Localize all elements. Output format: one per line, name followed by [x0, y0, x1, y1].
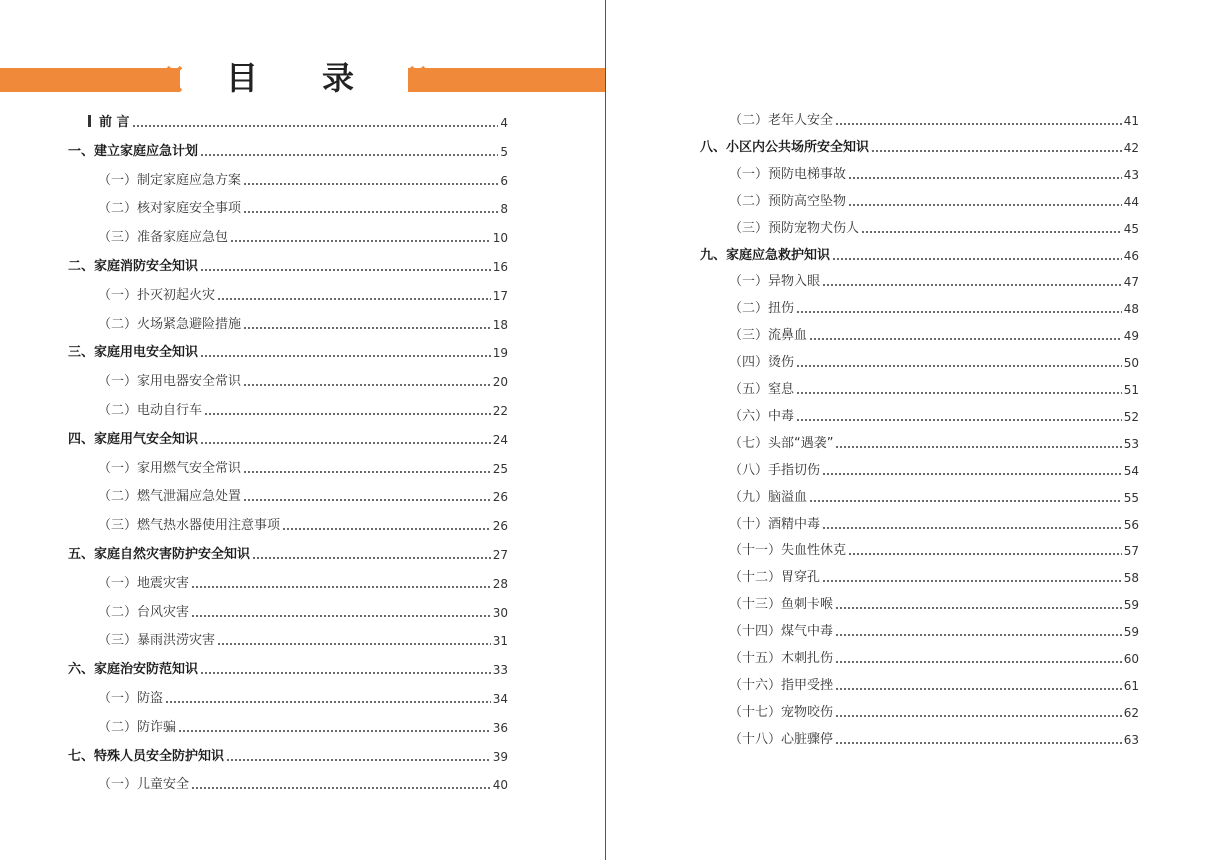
toc-entry-label — [729, 704, 833, 722]
toc-entry-label — [729, 327, 807, 345]
toc-section-entry[interactable] — [729, 514, 1139, 534]
toc-entry-text: （十三）鱼刺卡喉 — [729, 597, 834, 613]
toc-entry-text: （一）儿童安全 — [98, 777, 190, 793]
toc-dot-leader — [848, 177, 1122, 179]
toc-page-number: 6 — [500, 173, 508, 188]
toc-entry-label — [68, 748, 224, 766]
toc-entry-text: （六）中毒 — [729, 408, 795, 424]
toc-dot-leader — [165, 701, 491, 703]
toc-entry-label — [98, 172, 241, 190]
toc-section-entry[interactable] — [729, 675, 1139, 695]
toc-dot-leader — [835, 661, 1122, 663]
toc-entry-text: （十六）指甲受挫 — [729, 677, 834, 693]
toc-section-entry[interactable] — [729, 433, 1139, 453]
toc-entry-label — [98, 632, 215, 650]
toc-entry-label — [729, 166, 846, 184]
toc-section-entry[interactable] — [729, 110, 1139, 130]
toc-page-number: 56 — [1123, 517, 1139, 532]
toc-page-number: 59 — [1123, 625, 1139, 640]
toc-page-number: 60 — [1123, 652, 1139, 666]
toc-page-number: 39 — [492, 749, 508, 764]
toc-page-number: 43 — [1123, 167, 1139, 182]
toc-entry-label — [98, 200, 241, 218]
toc-entry-label — [88, 114, 130, 132]
toc-page-number: 24 — [492, 432, 508, 447]
toc-entry-label — [98, 229, 228, 247]
toc-entry-text: （一）家用电器安全常识 — [98, 374, 242, 390]
toc-entry-text: 三、家庭用电安全知识 — [68, 345, 199, 361]
toc-chapter-entry[interactable] — [68, 141, 508, 161]
toc-section-entry[interactable] — [98, 630, 508, 650]
toc-entry-label — [729, 516, 820, 534]
toc-dot-leader — [132, 125, 499, 127]
toc-page-number: 50 — [1123, 356, 1139, 371]
toc-dot-leader — [835, 607, 1122, 609]
toc-dot-leader — [243, 183, 498, 185]
toc-section-entry[interactable] — [98, 227, 508, 247]
toc-entry-label — [68, 344, 198, 362]
title-background — [180, 56, 408, 104]
toc-section-entry[interactable] — [98, 371, 508, 391]
toc-entry-label — [729, 354, 794, 372]
toc-chapter-entry[interactable] — [700, 137, 1139, 157]
toc-page-number: 49 — [1123, 329, 1139, 344]
toc-dot-leader — [204, 413, 491, 415]
toc-page-number: 19 — [492, 346, 508, 361]
toc-section-entry[interactable] — [729, 621, 1139, 641]
toc-dot-leader — [217, 643, 491, 645]
toc-entry-label — [98, 719, 176, 737]
double-chevron-left-icon — [156, 64, 184, 94]
toc-page-number: 41 — [1123, 114, 1139, 128]
toc-section-entry[interactable] — [98, 573, 508, 593]
toc-entry-text: 一、建立家庭应急计划 — [68, 143, 199, 159]
toc-entry-label — [68, 258, 198, 276]
toc-section-entry[interactable] — [98, 198, 508, 218]
toc-page-number: 53 — [1123, 436, 1139, 451]
toc-section-entry[interactable] — [98, 486, 508, 506]
toc-entry-label — [98, 402, 202, 420]
toc-page-number: 22 — [492, 404, 508, 418]
toc-dot-leader — [835, 446, 1121, 448]
toc-entry-text: （十五）木刺扎伤 — [729, 651, 834, 666]
toc-entry-label — [729, 569, 820, 587]
toc-page-number: 30 — [492, 605, 508, 620]
toc-entry-text: （二）电动自行车 — [98, 403, 203, 418]
toc-dot-leader — [178, 730, 491, 732]
toc-dot-leader — [796, 392, 1122, 394]
toc-entry-text: 五、家庭自然灾害防护安全知识 — [68, 547, 251, 562]
toc-section-entry[interactable] — [98, 688, 508, 708]
preface-marker — [88, 115, 91, 127]
toc-section-entry[interactable] — [729, 594, 1139, 614]
toc-dot-leader — [191, 787, 491, 789]
toc-page-number: 40 — [492, 778, 508, 793]
toc-entry-text: （八）手指切伤 — [729, 462, 821, 478]
toc-section-entry[interactable] — [729, 271, 1139, 291]
toc-page-number: 34 — [492, 692, 508, 706]
page-spine-divider — [605, 0, 606, 860]
toc-dot-leader — [835, 123, 1122, 125]
toc-chapter-entry[interactable] — [68, 746, 508, 766]
toc-section-entry[interactable] — [729, 487, 1139, 507]
toc-entry-label — [98, 488, 241, 506]
toc-entry-text: 六、家庭治安防范知识 — [68, 662, 199, 678]
toc-entry-label — [98, 517, 280, 535]
toc-page-number: 31 — [492, 634, 508, 649]
toc-dot-leader — [809, 500, 1122, 502]
toc-page-number: 57 — [1123, 544, 1139, 559]
toc-section-entry[interactable] — [729, 164, 1139, 184]
toc-entry-label — [68, 546, 250, 564]
toc-entry-text: （二）火场紧急避险措施 — [98, 316, 242, 332]
toc-dot-leader — [230, 240, 491, 242]
toc-entry-text: （二）燃气泄漏应急处置 — [98, 489, 242, 505]
toc-dot-leader — [809, 338, 1122, 340]
toc-page-number: 26 — [492, 519, 508, 534]
toc-dot-leader — [796, 365, 1122, 367]
toc-entry-label — [729, 677, 833, 695]
toc-page-number: 16 — [492, 260, 508, 274]
toc-page-number: 42 — [1123, 140, 1139, 155]
toc-entry-text: （十八）心脏骤停 — [729, 731, 834, 747]
toc-section-entry[interactable] — [98, 515, 508, 535]
toc-page-number: 54 — [1123, 463, 1139, 478]
toc-page-number: 58 — [1123, 571, 1139, 586]
toc-page-number: 5 — [500, 144, 508, 159]
right-page — [607, 0, 1212, 860]
toc-chapter-entry[interactable] — [68, 256, 508, 276]
toc-section-entry[interactable] — [729, 352, 1139, 372]
toc-page-number: 4 — [500, 116, 508, 130]
toc-dot-leader — [871, 150, 1122, 152]
toc-chapter-entry[interactable] — [68, 429, 508, 449]
toc-dot-leader — [822, 527, 1122, 529]
toc-entry-label — [729, 542, 846, 560]
toc-section-entry[interactable] — [729, 648, 1139, 668]
toc-entry-label — [729, 731, 833, 749]
toc-entry-text: （一）预防电梯事故 — [729, 166, 847, 182]
toc-dot-leader — [861, 231, 1122, 233]
toc-dot-leader — [835, 742, 1122, 744]
page-title-char-2: 录 — [322, 59, 355, 97]
toc-page-number: 33 — [492, 663, 508, 678]
toc-section-entry[interactable] — [98, 285, 508, 305]
toc-section-entry[interactable] — [729, 406, 1139, 426]
toc-section-entry[interactable] — [729, 567, 1139, 587]
toc-entry-text: （十四）煤气中毒 — [729, 624, 834, 640]
toc-entry-text: （一）防盗 — [98, 691, 164, 706]
toc-section-entry[interactable] — [729, 191, 1139, 211]
toc-dot-leader — [191, 615, 491, 617]
toc-chapter-entry[interactable] — [88, 112, 508, 132]
toc-entry-label — [729, 300, 794, 318]
toc-page-number: 61 — [1123, 678, 1139, 693]
toc-entry-label — [98, 460, 241, 478]
toc-page-number: 27 — [492, 548, 508, 562]
toc-entry-text: （三）暴雨洪涝灾害 — [98, 633, 216, 649]
toc-dot-leader — [217, 298, 491, 300]
toc-entry-label — [98, 316, 241, 334]
toc-dot-leader — [200, 672, 491, 674]
toc-entry-text: （三）准备家庭应急包 — [98, 230, 229, 246]
toc-entry-label — [68, 661, 198, 679]
toc-page-number: 55 — [1123, 490, 1139, 505]
toc-dot-leader — [822, 580, 1122, 582]
toc-entry-label — [729, 596, 833, 614]
toc-section-entry[interactable] — [729, 325, 1139, 345]
toc-entry-label — [729, 193, 846, 211]
toc-chapter-entry[interactable] — [68, 342, 508, 362]
toc-entry-label — [729, 220, 859, 238]
toc-entry-text: （九）脑溢血 — [729, 489, 808, 505]
toc-page-number: 62 — [1123, 705, 1139, 720]
toc-entry-label — [98, 690, 163, 708]
toc-dot-leader — [822, 473, 1122, 475]
toc-chapter-entry[interactable] — [68, 659, 508, 679]
toc-section-entry[interactable] — [729, 298, 1139, 318]
toc-entry-text: （二）防诈骗 — [98, 719, 177, 735]
toc-entry-label — [98, 776, 189, 794]
toc-section-entry[interactable] — [98, 602, 508, 622]
toc-entry-text: （十一）失血性休克 — [729, 543, 847, 559]
toc-entry-text: （三）燃气热水器使用注意事项 — [98, 518, 281, 534]
toc-page-number: 51 — [1123, 383, 1139, 397]
toc-dot-leader — [822, 284, 1122, 286]
toc-entry-label — [729, 112, 833, 130]
toc-section-entry[interactable] — [98, 774, 508, 794]
toc-entry-text: （十七）宠物咬伤 — [729, 704, 834, 720]
toc-entry-text: （四）烫伤 — [729, 355, 795, 371]
toc-page-number: 36 — [492, 720, 508, 735]
toc-page-number: 63 — [1123, 732, 1139, 747]
toc-entry-text: 八、小区内公共场所安全知识 — [700, 139, 870, 155]
toc-section-entry[interactable] — [729, 729, 1139, 749]
toc-entry-label — [98, 575, 189, 593]
toc-section-entry[interactable] — [729, 379, 1139, 399]
toc-dot-leader — [200, 355, 491, 357]
toc-entry-label — [68, 143, 198, 161]
toc-entry-text: （二）台风灾害 — [98, 604, 190, 620]
toc-entry-text: （三）预防宠物犬伤人 — [729, 220, 860, 236]
toc-entry-text: （五）窒息 — [729, 382, 795, 397]
toc-page-number: 25 — [492, 461, 508, 476]
toc-entry-text: （二）预防高空坠物 — [729, 193, 847, 209]
toc-entry-label — [729, 650, 833, 668]
toc-page-number: 20 — [492, 375, 508, 390]
toc-dot-leader — [200, 154, 498, 156]
toc-dot-leader — [226, 759, 491, 761]
toc-page-number: 10 — [492, 231, 508, 246]
toc-entry-label — [729, 435, 833, 453]
toc-entry-label — [98, 604, 189, 622]
toc-section-entry[interactable] — [98, 458, 508, 478]
toc-entry-label — [729, 381, 794, 399]
toc-dot-leader — [835, 688, 1122, 690]
toc-section-entry[interactable] — [729, 218, 1139, 238]
toc-entry-text: （一）异物入眼 — [729, 274, 821, 290]
toc-page-number: 46 — [1123, 248, 1139, 263]
toc-entry-text: （十）酒精中毒 — [729, 516, 821, 532]
toc-dot-leader — [243, 211, 498, 213]
toc-dot-leader — [835, 715, 1122, 717]
toc-chapter-entry[interactable] — [68, 544, 508, 564]
toc-section-entry[interactable] — [729, 460, 1139, 480]
toc-entry-text: （一）制定家庭应急方案 — [98, 172, 242, 188]
toc-chapter-entry[interactable] — [700, 245, 1139, 265]
toc-page-number: 8 — [500, 202, 508, 217]
toc-entry-text: （二）老年人安全 — [729, 113, 834, 128]
toc-entry-label — [729, 462, 820, 480]
toc-entry-text: 七、特殊人员安全防护知识 — [68, 748, 225, 764]
toc-entry-label — [700, 139, 869, 157]
toc-section-entry[interactable] — [729, 702, 1139, 722]
toc-dot-leader — [243, 384, 491, 386]
toc-entry-text: 前 言 — [99, 115, 130, 130]
toc-dot-leader — [848, 204, 1122, 206]
toc-dot-leader — [200, 269, 491, 271]
toc-dot-leader — [243, 471, 491, 473]
toc-entry-text: 四、家庭用气安全知识 — [68, 431, 199, 447]
toc-page-number: 59 — [1123, 598, 1139, 613]
toc-page-number: 45 — [1123, 221, 1139, 236]
toc-dot-leader — [796, 311, 1122, 313]
toc-entry-text: 九、家庭应急救护知识 — [700, 247, 831, 263]
toc-entry-label — [98, 373, 241, 391]
toc-dot-leader — [832, 258, 1122, 260]
toc-page-number: 18 — [492, 317, 508, 332]
toc-dot-leader — [796, 419, 1122, 421]
toc-entry-text: （十二）胃穿孔 — [729, 570, 821, 586]
toc-page-number: 17 — [492, 288, 508, 303]
toc-dot-leader — [243, 327, 491, 329]
toc-section-entry[interactable] — [98, 314, 508, 334]
toc-dot-leader — [835, 634, 1122, 636]
toc-section-entry[interactable] — [98, 717, 508, 737]
toc-dot-leader — [282, 528, 491, 530]
toc-section-entry[interactable] — [98, 170, 508, 190]
toc-entry-text: （一）家用燃气安全常识 — [98, 460, 242, 476]
toc-section-entry[interactable] — [729, 540, 1139, 560]
toc-entry-label — [729, 408, 794, 426]
toc-entry-label — [68, 431, 198, 449]
toc-page-number: 26 — [492, 490, 508, 505]
toc-dot-leader — [191, 586, 491, 588]
toc-entry-label — [98, 287, 215, 305]
toc-entry-label — [700, 247, 830, 265]
toc-page-number: 48 — [1123, 302, 1139, 317]
page-title-char-1: 目 — [226, 59, 259, 97]
toc-page-number: 28 — [492, 576, 508, 591]
toc-dot-leader — [243, 499, 491, 501]
toc-dot-leader — [252, 557, 491, 559]
toc-entry-label — [729, 273, 820, 291]
toc-entry-text: 二、家庭消防安全知识 — [68, 259, 199, 274]
toc-entry-text: （二）核对家庭安全事项 — [98, 201, 242, 217]
toc-dot-leader — [848, 553, 1122, 555]
toc-dot-leader — [200, 442, 491, 444]
toc-entry-label — [729, 623, 833, 641]
toc-entry-text: （二）扭伤 — [729, 301, 795, 317]
toc-entry-text: （七）头部“遇袭” — [729, 435, 834, 451]
toc-entry-text: （一）扑灭初起火灾 — [98, 287, 216, 303]
toc-entry-text: （一）地震灾害 — [98, 575, 190, 591]
toc-page-number: 44 — [1123, 194, 1139, 209]
toc-page-number: 47 — [1123, 275, 1139, 290]
toc-section-entry[interactable] — [98, 400, 508, 420]
toc-entry-text: （三）流鼻血 — [729, 328, 808, 344]
toc-entry-label — [729, 489, 807, 507]
toc-page-number: 52 — [1123, 409, 1139, 424]
double-chevron-right-icon — [408, 64, 436, 94]
